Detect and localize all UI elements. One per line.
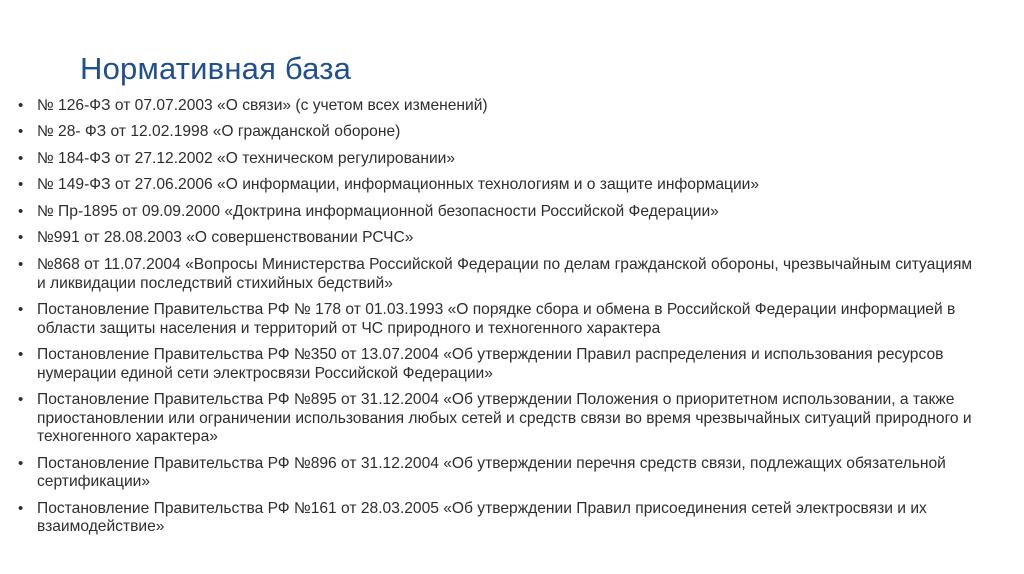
list-item <box>18 176 978 195</box>
bullet-icon: • <box>18 229 24 247</box>
list-item-text: № Пр-1895 от 09.09.2000 «Доктрина информационной безопасности Российской Федерации» <box>37 202 719 220</box>
list-item-text: Постановление Правительства РФ №896 от 31.12.2004 «Об утверждении перечня средств связи, подлежащих обязательной сертификации» <box>37 454 946 491</box>
regulation-list <box>18 97 978 545</box>
bullet-icon: • <box>18 300 24 318</box>
list-item-text: № 149-ФЗ от 27.06.2006 «О информации, информационных технологиям и о защите информации» <box>37 176 760 194</box>
list-item <box>18 391 978 447</box>
list-item-text: № 184-ФЗ от 27.12.2002 «О техническом регулировании» <box>37 149 456 167</box>
list-item <box>18 301 978 338</box>
list-item <box>18 97 978 116</box>
list-item-text: №868 от 11.07.2004 «Вопросы Министерства Российской Федерации по делам гражданской обороны, чрезвычайным ситуациям и ликвидации последствий стихийных бедствий» <box>37 255 973 292</box>
bullet-icon: • <box>18 149 24 167</box>
list-item-text: № 28- ФЗ от 12.02.1998 «О гражданской обороне) <box>37 123 401 141</box>
bullet-icon: • <box>18 454 24 472</box>
list-item <box>18 123 978 142</box>
list-item <box>18 500 978 537</box>
bullet-icon: • <box>18 202 24 220</box>
bullet-icon: • <box>18 346 24 364</box>
list-item <box>18 256 978 293</box>
list-item-text: № 126-ФЗ от 07.07.2003 «О связи» (с учетом всех изменений) <box>37 97 488 114</box>
list-item-text: №991 от 28.08.2003 «О совершенствовании РСЧС» <box>37 229 414 247</box>
list-item <box>18 346 978 383</box>
bullet-icon: • <box>18 176 24 194</box>
slide-title: Нормативная база <box>80 51 352 86</box>
bullet-icon: • <box>18 123 24 141</box>
list-item-text: Постановление Правительства РФ №350 от 13.07.2004 «Об утверждении Правил распределения и использования ресурсов нумерации единой сети электросвязи Российской Федерации» <box>37 346 944 382</box>
list-item <box>18 203 978 222</box>
list-item-text: Постановление Правительства РФ №161 от 28.03.2005 «Об утверждении Правил присоединения сетей электросвязи и их взаимодействие» <box>37 499 927 536</box>
list-item <box>18 229 978 248</box>
list-item <box>18 455 978 492</box>
bullet-icon: • <box>18 391 24 409</box>
list-item <box>18 150 978 169</box>
bullet-icon: • <box>18 499 24 517</box>
bullet-icon: • <box>18 97 24 114</box>
bullet-icon: • <box>18 255 24 273</box>
list-item-text: Постановление Правительства РФ № 178 от 01.03.1993 «О порядке сбора и обмена в Российской Федерации информацией в области защиты населения и территорий от ЧС природного и техногенного характера <box>37 300 956 337</box>
list-item-text: Постановление Правительства РФ №895 от 31.12.2004 «Об утверждении Положения о приоритетном использовании, а также приостановлении или ограничении использования любых сетей и средств связи во время чрезвычайных ситуаций природного и техногенного характера» <box>37 391 972 446</box>
